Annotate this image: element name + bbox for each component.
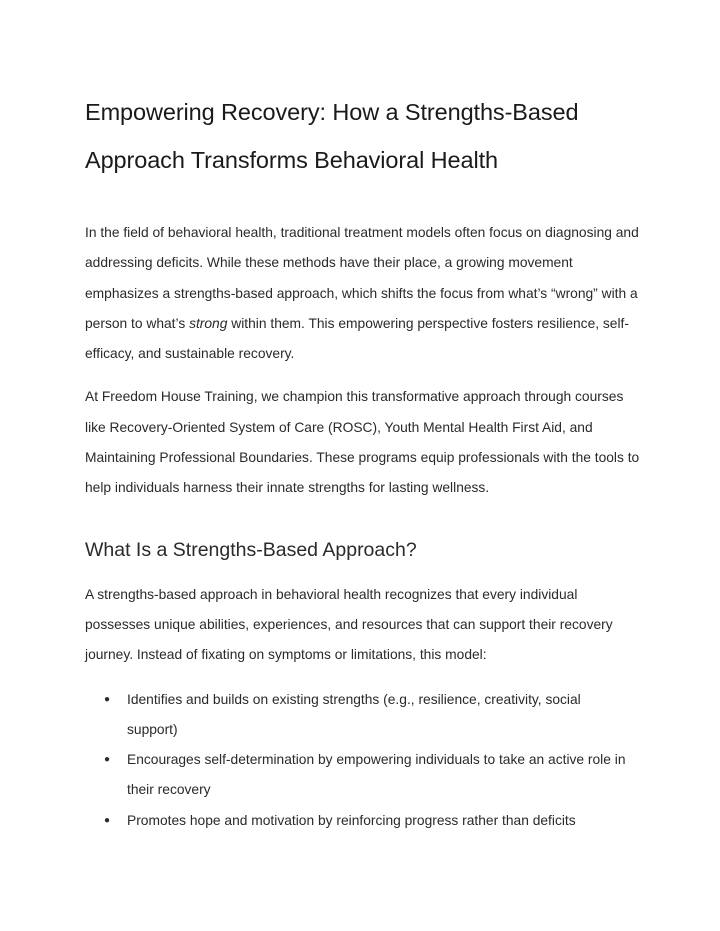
intro-text-end: within them. This empowering perspective fosters resilience, self-efficacy, and sustainable recovery.: [85, 315, 629, 362]
list-item: [85, 685, 645, 746]
bullet-icon: ●: [104, 754, 111, 766]
intro-emphasis: strong: [189, 315, 228, 331]
list-item-text: Encourages self-determination by empowering individuals to take an active role in their recovery: [127, 752, 626, 798]
document-page: [85, 88, 645, 836]
list-item-text: Identifies and builds on existing strengths (e.g., resilience, creativity, social support): [127, 691, 581, 737]
list-item: [85, 745, 645, 806]
training-paragraph: At Freedom House Training, we champion this transformative approach through courses like Recovery-Oriented System of Care (ROSC), Youth Mental Health First Aid, and Maintaining Professional Boundaries. These programs equip professionals with the tools to help individuals harness their innate strengths for lasting wellness.: [85, 389, 640, 496]
list-item-text: Promotes hope and motivation by reinforcing progress rather than deficits: [127, 812, 576, 828]
list-item: [85, 806, 645, 836]
bullet-icon: ●: [104, 693, 111, 705]
intro-paragraph: [85, 218, 645, 369]
section-paragraph: A strengths-based approach in behavioral health recognizes that every individual possesses unique abilities, experiences, and resources that can support their recovery journey. Instead of fixating on symptoms or limitations, this model:: [85, 586, 613, 663]
bullet-list: [85, 685, 645, 836]
intro-text-start: In the field of behavioral health, traditional treatment models often focus on diagnosing and addressing deficits. While these methods have their place, a growing movement emphasizes a strengths-based approach, which shifts the focus from what’s “wrong” with a person to what’s: [85, 225, 639, 331]
document-title: Empowering Recovery: How a Strengths-Based Approach Transforms Behavioral Health: [85, 99, 579, 173]
bullet-icon: ●: [104, 814, 111, 826]
section-heading: What Is a Strengths-Based Approach?: [85, 538, 417, 561]
